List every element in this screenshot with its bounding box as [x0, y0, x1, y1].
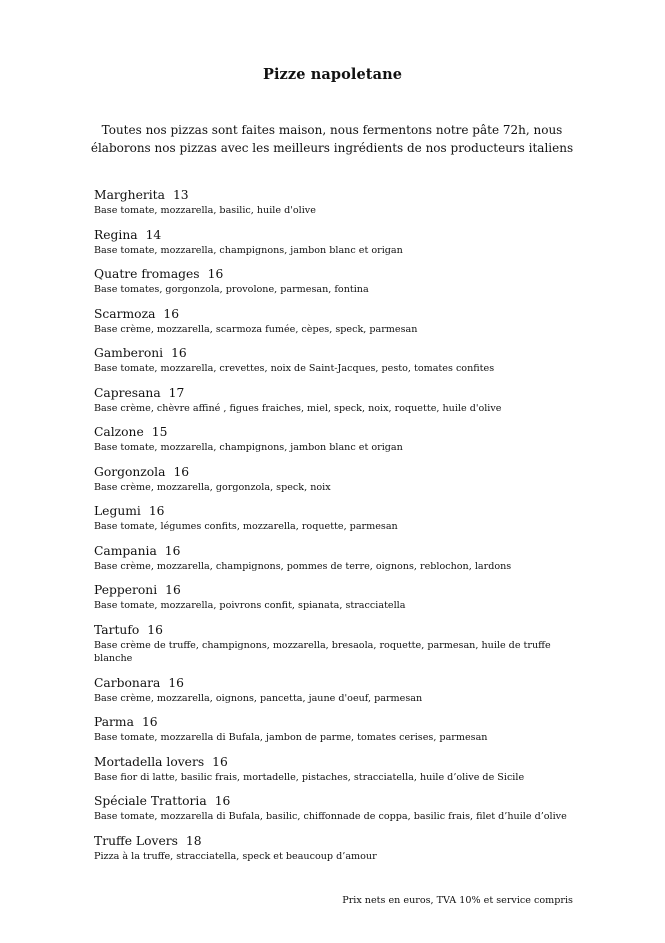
menu-item-pepperoni: [94, 582, 574, 613]
item-name: Gamberoni: [94, 346, 164, 360]
item-name: Scarmoza: [94, 306, 156, 321]
item-name: Gorgonzola: [94, 464, 166, 479]
item-description: Base tomate, mozzarella, champignons, jambon blanc et origan: [94, 442, 403, 453]
item-description: Base fior di latte, basilic frais, mortadelle, pistaches, stracciatella, huile d’olive de Sicile: [94, 771, 525, 783]
menu-item-gamberoni: [94, 345, 574, 376]
item-description: Base crème, mozzarella, scarmoza fumée, cèpes, speck, parmesan: [94, 323, 418, 335]
menu-item-mortadella-lovers: [94, 754, 574, 785]
item-name: Regina: [94, 227, 138, 242]
item-name: Parma: [94, 715, 134, 729]
item-header: [94, 754, 574, 770]
item-description: Base crème, mozzarella, oignons, pancetta, jaune d'oeuf, parmesan: [94, 692, 423, 704]
menu-item-scarmoza: [94, 306, 574, 337]
item-header: [94, 582, 574, 598]
menu-item-campania: [94, 543, 574, 574]
item-name: Spéciale Trattoria: [94, 794, 207, 808]
item-price: 14: [145, 227, 162, 242]
item-name: Carbonara: [94, 675, 161, 690]
menu-item-calzone: [94, 424, 574, 455]
item-price: 16: [164, 543, 181, 558]
price-note: Prix nets en euros, TVA 10% et service compris: [342, 895, 573, 906]
item-description: Base crème, mozzarella, champignons, pommes de terre, oignons, reblochon, lardons: [94, 560, 512, 572]
menu-item-legumi: [94, 503, 574, 534]
item-price: 16: [173, 464, 190, 479]
item-description: Base crème, mozzarella, gorgonzola, speck, noix: [94, 481, 331, 493]
item-name: Capresana: [94, 385, 161, 400]
item-name: Truffe Lovers: [94, 833, 178, 848]
item-name: Legumi: [94, 504, 141, 518]
item-price: 15: [151, 425, 168, 439]
menu-item-truffe-lovers: [94, 833, 574, 864]
menu-item-capresana: [94, 385, 574, 416]
item-name: Quatre fromages: [94, 267, 200, 281]
item-description: Base crème de truffe, champignons, mozzarella, bresaola, roquette, parmesan, huile de truffe blanche: [94, 639, 551, 664]
item-price: 16: [163, 306, 180, 321]
intro-text: Toutes nos pizzas sont faites maison, nous fermentons notre pâte 72h, nous élaborons nos pizzas avec les meilleurs ingrédients de nos producteurs italiens: [90, 123, 574, 155]
item-price: 18: [185, 833, 202, 848]
item-description: Base tomate, mozzarella, poivrons confit, spianata, stracciatella: [94, 600, 406, 611]
item-price: 16: [214, 794, 231, 808]
menu-item-regina: [94, 227, 574, 258]
item-description: Pizza à la truffe, stracciatella, speck et beaucoup d’amour: [94, 850, 377, 862]
item-header: [94, 464, 574, 480]
item-header: [94, 675, 574, 691]
item-price: 17: [168, 385, 185, 400]
item-header: [94, 833, 574, 849]
menu-item-margherita: [94, 187, 574, 218]
item-header: [94, 622, 574, 638]
item-description: Base tomate, mozzarella, crevettes, noix de Saint-Jacques, pesto, tomates confites: [94, 363, 495, 374]
item-description: Base tomate, mozzarella, champignons, jambon blanc et origan: [94, 244, 403, 256]
item-price: 16: [207, 267, 224, 281]
item-name: Margherita: [94, 188, 165, 202]
item-header: [94, 503, 574, 519]
item-header: [94, 424, 574, 440]
item-description: Base tomate, mozzarella di Bufala, jambon de parme, tomates cerises, parmesan: [94, 732, 488, 743]
item-price: 16: [212, 754, 228, 769]
item-header: [94, 227, 574, 243]
item-header: [94, 793, 574, 809]
item-price: 16: [168, 675, 185, 690]
item-price: 16: [147, 622, 163, 637]
item-description: Base tomate, mozzarella, basilic, huile d'olive: [94, 205, 316, 216]
menu-item-speciale-trattoria: [94, 793, 574, 824]
item-price: 16: [141, 715, 158, 729]
item-price: 16: [148, 504, 165, 518]
item-header: [94, 266, 574, 282]
menu-item-carbonara: [94, 675, 574, 706]
item-name: Tartufo: [94, 622, 140, 637]
item-description: Base tomates, gorgonzola, provolone, parmesan, fontina: [94, 284, 369, 295]
menu-item-parma: [94, 714, 574, 745]
item-description: Base crème, chèvre affiné , figues fraiches, miel, speck, noix, roquette, huile d'olive: [94, 402, 502, 414]
item-description: Base tomate, mozzarella di Bufala, basilic, chiffonnade de coppa, basilic frais, filet d’huile d’olive: [94, 811, 567, 822]
item-header: [94, 714, 574, 730]
page-title: Pizze napoletane: [262, 66, 403, 83]
menu-item-quatre-fromages: [94, 266, 574, 297]
pizza-list: [94, 187, 574, 872]
menu-item-tartufo: [94, 622, 574, 666]
item-header: [94, 345, 574, 361]
item-name: Calzone: [94, 425, 144, 439]
item-name: Campania: [94, 543, 157, 558]
item-price: 16: [165, 583, 181, 597]
item-header: [94, 385, 574, 401]
item-name: Pepperoni: [94, 583, 158, 597]
menu-item-gorgonzola: [94, 464, 574, 495]
item-header: [94, 543, 574, 559]
item-price: 16: [171, 346, 187, 360]
item-description: Base tomate, légumes confits, mozzarella, roquette, parmesan: [94, 521, 398, 532]
item-header: [94, 187, 574, 203]
item-name: Mortadella lovers: [94, 754, 205, 769]
item-price: 13: [172, 188, 189, 202]
item-header: [94, 306, 574, 322]
